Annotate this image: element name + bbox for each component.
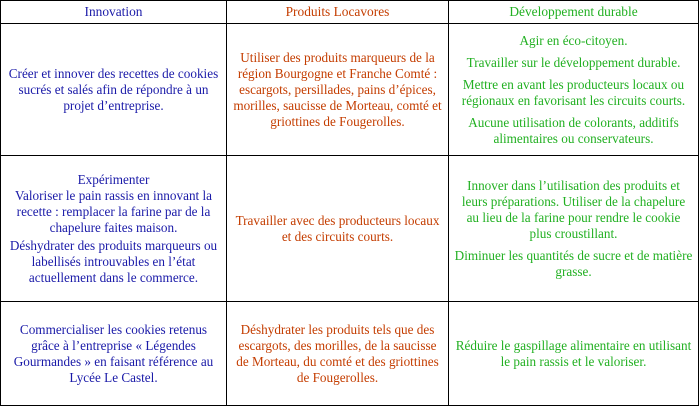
header-developpement-durable: Développement durable [449, 1, 699, 24]
cell-text: Travailler avec des producteurs locaux et des circuits courts. [235, 212, 440, 244]
table-row [1, 156, 699, 302]
cell-developpement-durable [449, 24, 699, 156]
cell-produits-locavores [227, 156, 449, 302]
cell-text: Innover dans l’utilisation des produits et leurs préparations. Utiliser de la chapelure au lieu de la farine pour rendre le cookie plus croustillant. [461, 177, 686, 241]
cell-innovation [1, 302, 227, 406]
cell-developpement-durable [449, 302, 699, 406]
cell-text: Déshydrater des produits marqueurs ou labellisés introuvables en l’état actuellement dans le commerce. [9, 237, 218, 285]
cell-text: Déshydrater les produits tels que des escargots, des morilles, de la saucisse de Morteau, du comté et des griottines de Fougerolles. [236, 321, 439, 385]
cell-text: Expérimenter [77, 171, 150, 187]
cell-text: Agir en éco-citoyen. [519, 32, 628, 48]
header-row [1, 1, 699, 24]
table-row [1, 24, 699, 156]
cell-text: Diminuer les quantités de sucre et de matière grasse. [454, 247, 693, 279]
cell-text: Mettre en avant les producteurs locaux ou régionaux en favorisant les circuits courts. [461, 76, 686, 108]
cell-produits-locavores [227, 302, 449, 406]
cell-text: Travailler sur le développement durable. [466, 54, 681, 70]
cell-text: Aucune utilisation de colorants, additifs alimentaires ou conservateurs. [468, 114, 679, 146]
cell-developpement-durable [449, 156, 699, 302]
table-row [1, 302, 699, 406]
header-produits-locavores: Produits Locavores [227, 1, 449, 24]
cell-produits-locavores [227, 24, 449, 156]
cell-text: Réduire le gaspillage alimentaire en utilisant le pain rassis et le valoriser. [455, 337, 692, 369]
cell-innovation [1, 156, 227, 302]
cell-text: Valoriser le pain rassis en innovant la recette : remplacer la farine par de la chapelure faites maison. [14, 187, 213, 235]
header-innovation: Innovation [1, 1, 227, 24]
cell-text: Créer et innover des recettes de cookies sucrés et salés afin de répondre à un projet d’entreprise. [8, 65, 219, 113]
cell-innovation [1, 24, 227, 156]
cell-text: Commercialiser les cookies retenus grâce à l’entreprise « Légendes Gourmandes » en faisant référence au Lycée Le Castel. [13, 321, 214, 385]
cell-text: Utiliser des produits marqueurs de la région Bourgogne et Franche Comté : escargots, persillades, pains d’épices, morilles, saucisse de Morteau, comté et griottines de Fougerolles. [233, 49, 442, 129]
